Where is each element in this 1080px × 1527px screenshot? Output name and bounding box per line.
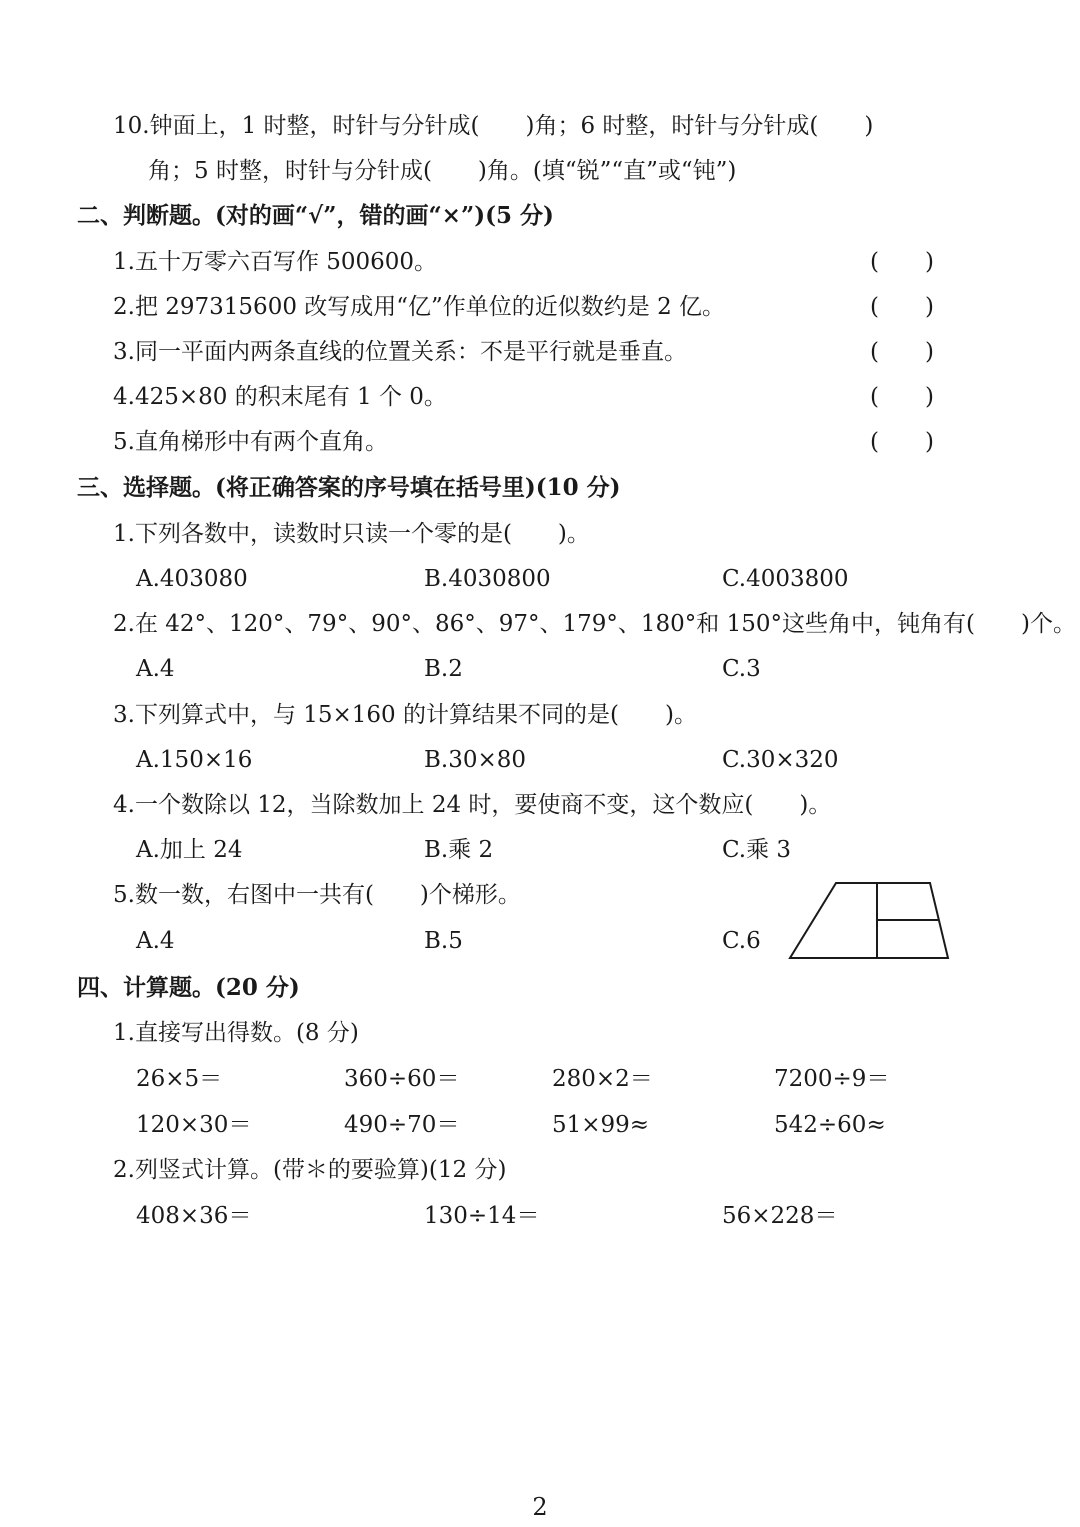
judgement-answer-blank-2[interactable]: ( ) [870,294,934,320]
calc-2-1: 408×36＝ [136,1203,252,1229]
calc-sub-2-title: 2.列竖式计算。(带＊的要验算)(12 分) [113,1157,507,1183]
choice-3-option-a: A.150×16 [136,747,253,773]
calc-1-1: 26×5＝ [136,1066,223,1092]
page-number: 2 [532,1493,548,1521]
calc-2-3: 56×228＝ [722,1203,838,1229]
calc-1-8: 542÷60≈ [774,1112,886,1138]
judgement-answer-blank-5[interactable]: ( ) [870,429,934,455]
choice-1-option-c: C.4003800 [722,566,849,592]
choice-question-1: 1.下列各数中，读数时只读一个零的是( )。 [113,521,590,547]
judgement-item-1: 1.五十万零六百写作 500600。 [113,249,438,275]
calc-1-2: 360÷60＝ [344,1066,460,1092]
calc-1-7: 51×99≈ [552,1112,650,1138]
q10-line2: 角；5 时整，时针与分针成( )角。(填“锐”“直”或“钝”) [148,158,737,184]
trapezoid-figure [786,880,952,962]
choice-1-option-b: B.4030800 [424,566,551,592]
judgement-item-3: 3.同一平面内两条直线的位置关系：不是平行就是垂直。 [113,339,687,365]
judgement-item-5: 5.直角梯形中有两个直角。 [113,429,388,455]
choice-5-option-c: C.6 [722,928,761,954]
section-title-calculation: 四、计算题。(20 分) [77,974,300,1001]
judgement-answer-blank-1[interactable]: ( ) [870,249,934,275]
choice-question-3: 3.下列算式中，与 15×160 的计算结果不同的是( )。 [113,702,697,728]
calc-sub-1-title: 1.直接写出得数。(8 分) [113,1020,359,1046]
judgement-answer-blank-3[interactable]: ( ) [870,339,934,365]
choice-question-5: 5.数一数，右图中一共有( )个梯形。 [113,882,521,908]
judgement-item-4: 4.425×80 的积末尾有 1 个 0。 [113,384,447,410]
choice-2-option-c: C.3 [722,656,761,682]
q10-line1: 10.钟面上，1 时整，时针与分针成( )角；6 时整，时针与分针成( ) [113,113,874,139]
choice-3-option-c: C.30×320 [722,747,839,773]
calc-1-6: 490÷70＝ [344,1112,460,1138]
section-title-judgement: 二、判断题。(对的画“√”，错的画“×”)(5 分) [77,202,554,229]
calc-1-4: 7200÷9＝ [774,1066,890,1092]
choice-4-option-a: A.加上 24 [136,837,243,863]
choice-2-option-a: A.4 [136,656,175,682]
calc-1-3: 280×2＝ [552,1066,653,1092]
section-title-choice: 三、选择题。(将正确答案的序号填在括号里)(10 分) [77,474,621,501]
judgement-item-2: 2.把 297315600 改写成用“亿”作单位的近似数约是 2 亿。 [113,294,726,320]
choice-5-option-a: A.4 [136,928,175,954]
choice-1-option-a: A.403080 [136,566,248,592]
choice-4-option-c: C.乘 3 [722,837,792,863]
calc-2-2: 130÷14＝ [424,1203,540,1229]
choice-question-2: 2.在 42°、120°、79°、90°、86°、97°、179°、180°和 150°这些角中，钝角有( )个。 [113,611,1076,637]
judgement-answer-blank-4[interactable]: ( ) [870,384,934,410]
choice-2-option-b: B.2 [424,656,463,682]
choice-3-option-b: B.30×80 [424,747,527,773]
choice-5-option-b: B.5 [424,928,463,954]
calc-1-5: 120×30＝ [136,1112,252,1138]
choice-question-4: 4.一个数除以 12，当除数加上 24 时，要使商不变，这个数应( )。 [113,792,832,818]
choice-4-option-b: B.乘 2 [424,837,494,863]
